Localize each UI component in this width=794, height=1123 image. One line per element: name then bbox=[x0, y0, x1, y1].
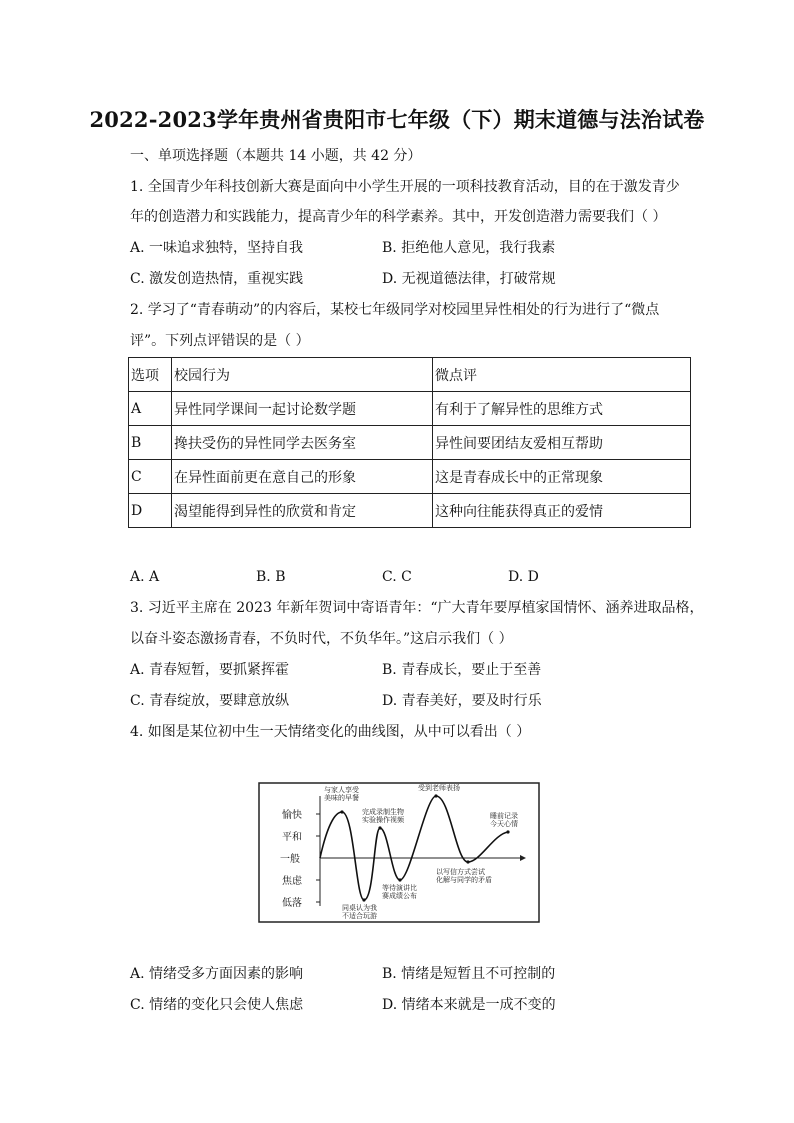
annotation bbox=[436, 867, 492, 884]
q4-option-a: A. 情绪受多方面因素的影响 bbox=[130, 966, 304, 982]
annotation-line: 与家人享受 bbox=[324, 786, 359, 794]
table-header-cell: 校园行为 bbox=[172, 358, 433, 392]
level-label: 愉快 bbox=[282, 810, 302, 821]
table-cell: 搀扶受伤的异性同学去医务室 bbox=[172, 426, 433, 460]
point bbox=[434, 794, 437, 797]
table-row bbox=[129, 426, 691, 460]
arrow-icon bbox=[520, 855, 526, 861]
annotation-line: 受到老师表扬 bbox=[418, 784, 460, 792]
point bbox=[466, 860, 469, 863]
section-heading: 一、单项选择题（本题共 14 小题，共 42 分） bbox=[130, 148, 422, 164]
q4-stem: 4. 如图是某位初中生一天情绪变化的曲线图，从中可以看出（ ） bbox=[130, 724, 531, 740]
q1-stem-line1: 1. 全国青少年科技创新大赛是面向中小学生开展的一项科技教育活动，目的在于激发青少 bbox=[130, 179, 680, 195]
q2-option-b: B. B bbox=[256, 569, 286, 585]
table-cell: 在异性面前更在意自己的形象 bbox=[172, 460, 433, 494]
annotation-line: 完成录制生物 bbox=[362, 808, 404, 816]
q2-option-c: C. C bbox=[382, 569, 412, 585]
annotation-line: 今天心情 bbox=[490, 820, 518, 828]
annotation-line: 赛成绩公布 bbox=[382, 892, 417, 900]
q1-option-d: D. 无视道德法律，打破常规 bbox=[382, 271, 556, 287]
annotation bbox=[490, 811, 518, 828]
q1-option-a: A. 一味追求独特，坚持自我 bbox=[130, 240, 304, 256]
q1-stem-line2: 年的创造潜力和实践能力，提高青少年的科学素养。其中，开发创造潜力需要我们（ ） bbox=[130, 209, 667, 225]
table-cell: 有利于了解异性的思维方式 bbox=[433, 392, 691, 426]
q4-option-c: C. 情绪的变化只会使人焦虑 bbox=[130, 997, 304, 1013]
table-cell: 异性间要团结友爱相互帮助 bbox=[433, 426, 691, 460]
level-label: 一般 bbox=[280, 854, 300, 865]
annotation-line: 实验操作视频 bbox=[362, 816, 404, 824]
table-cell: 这种向往能获得真正的爱情 bbox=[433, 494, 691, 528]
point bbox=[378, 826, 381, 829]
table-header-row bbox=[129, 358, 691, 392]
annotation bbox=[382, 883, 417, 900]
table-cell: A bbox=[129, 392, 172, 426]
table-cell: D bbox=[129, 494, 172, 528]
q2-option-d: D. D bbox=[508, 569, 539, 585]
exam-title: 2022-2023学年贵州省贵阳市七年级（下）期末道德与法治试卷 bbox=[89, 107, 705, 132]
annotation bbox=[418, 783, 460, 792]
q3-option-d: D. 青春美好，要及时行乐 bbox=[382, 693, 542, 709]
q2-stem-line2: 评”。下列点评错误的是（ ） bbox=[130, 333, 310, 349]
level-label: 低落 bbox=[282, 898, 302, 909]
level-label: 平和 bbox=[282, 832, 302, 843]
annotation-line: 等待演讲比 bbox=[382, 884, 417, 892]
table-row bbox=[129, 494, 691, 528]
annotation-line: 不适合玩游 bbox=[342, 912, 377, 920]
q2-table bbox=[128, 357, 691, 528]
table-row bbox=[129, 460, 691, 494]
q3-option-a: A. 青春短暂，要抓紧挥霍 bbox=[130, 662, 290, 678]
q3-stem-line1: 3. 习近平主席在 2023 年新年贺词中寄语青年：“广大青年要厚植家国情怀、涵养进取品格， bbox=[130, 600, 704, 616]
point bbox=[340, 810, 343, 813]
table-cell: C bbox=[129, 460, 172, 494]
table-cell: B bbox=[129, 426, 172, 460]
q3-option-c: C. 青春绽放，要肆意放纵 bbox=[130, 693, 290, 709]
table-header-cell: 微点评 bbox=[433, 358, 691, 392]
table-cell: 渴望能得到异性的欣赏和肯定 bbox=[172, 494, 433, 528]
q3-stem-line2: 以奋斗姿态激扬青春，不负时代，不负华年。”这启示我们（ ） bbox=[130, 631, 513, 647]
annotation bbox=[362, 807, 405, 824]
point bbox=[362, 898, 365, 901]
q2-option-a: A. A bbox=[130, 569, 160, 585]
point bbox=[398, 878, 401, 881]
emotion-curve-figure bbox=[258, 782, 540, 923]
table-cell: 异性同学课间一起讨论数学题 bbox=[172, 392, 433, 426]
annotation bbox=[342, 903, 377, 920]
q1-option-b: B. 拒绝他人意见，我行我素 bbox=[382, 240, 556, 256]
annotation-line: 以写信方式尝试 bbox=[436, 868, 485, 876]
table-row bbox=[129, 392, 691, 426]
q3-option-b: B. 青春成长，要止于至善 bbox=[382, 662, 542, 678]
annotation-line: 化解与同学的矛盾 bbox=[436, 876, 492, 884]
q4-option-d: D. 情绪本来就是一成不变的 bbox=[382, 997, 556, 1013]
annotation-line: 美味的早餐 bbox=[324, 794, 359, 802]
point bbox=[506, 830, 509, 833]
annotation bbox=[324, 785, 359, 802]
annotation-line: 同桌认为我 bbox=[342, 904, 377, 912]
table-cell: 这是青春成长中的正常现象 bbox=[433, 460, 691, 494]
q4-option-b: B. 情绪是短暂且不可控制的 bbox=[382, 966, 556, 982]
q2-stem-line1: 2. 学习了“青春萌动”的内容后，某校七年级同学对校园里异性相处的行为进行了“微点 bbox=[130, 302, 660, 318]
annotation-line: 睡前记录 bbox=[490, 812, 518, 820]
q1-option-c: C. 激发创造热情，重视实践 bbox=[130, 271, 304, 287]
level-label: 焦虑 bbox=[282, 876, 302, 887]
table-header-cell: 选项 bbox=[129, 358, 172, 392]
